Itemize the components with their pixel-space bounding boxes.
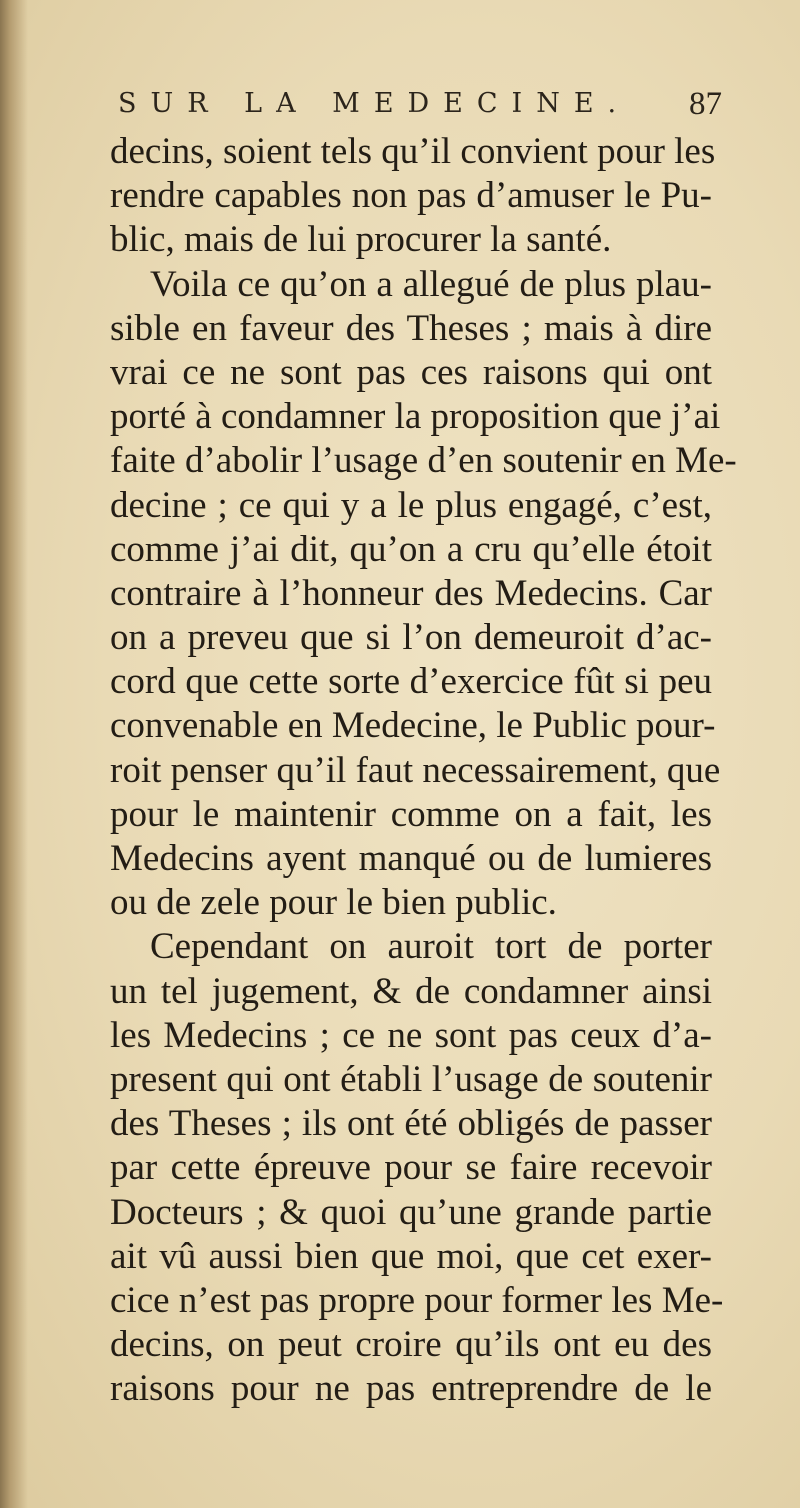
text-line: ou de zele pour le bien public.	[110, 882, 557, 924]
running-title: SUR LA MEDECINE.	[118, 88, 631, 119]
text-line: pour le maintenir comme on a fait, les	[110, 793, 712, 835]
text-line: cice n’est pas propre pour former les Me-	[110, 1279, 724, 1321]
paragraph-start-line: Voila ce qu’on a allegué de plus plau-	[150, 263, 712, 305]
text-line: roit penser qu’il faut necessairement, que	[110, 749, 721, 791]
body-text	[110, 130, 737, 1411]
text-line: sible en faveur des Theses ; mais à dire	[110, 307, 712, 349]
text-line: decins, on peut croire qu’ils ont eu des	[110, 1324, 712, 1366]
text-line: decins, soient tels qu’il convient pour les	[110, 131, 716, 172]
text-line: Medecins ayent manqué ou de lumieres	[110, 838, 712, 879]
text-line: les Medecins ; ce ne sont pas ceux d’a-	[110, 1014, 712, 1056]
text-line: un tel jugement, & de condamner ainsi	[110, 970, 712, 1012]
text-line: rendre capables non pas d’amuser le Pu-	[110, 175, 712, 217]
text-line: faite d’abolir l’usage d’en soutenir en Me-	[110, 440, 737, 482]
text-line: decine ; ce qui y a le plus engagé, c’est,	[110, 484, 712, 526]
paragraph-start-line: Cependant on auroit tort de porter	[150, 926, 712, 968]
page-number: 87	[689, 86, 722, 122]
text-line: contraire à l’honneur des Medecins. Car	[110, 572, 712, 614]
text-line: par cette épreuve pour se faire recevoir	[110, 1147, 712, 1189]
text-line: blic, mais de lui procurer la santé.	[110, 219, 612, 261]
text-line: ait vû aussi bien que moi, que cet exer-	[110, 1235, 712, 1277]
gutter-shadow	[0, 0, 28, 1508]
text-line: raisons pour ne pas entreprendre de le	[110, 1368, 712, 1410]
text-line: vrai ce ne sont pas ces raisons qui ont	[110, 351, 712, 393]
running-head	[118, 82, 722, 126]
text-line: Docteurs ; & quoi qu’une grande partie	[110, 1191, 712, 1233]
text-line: on a preveu que si l’on demeuroit d’ac-	[110, 617, 712, 659]
text-line: convenable en Medecine, le Public pour-	[110, 705, 716, 747]
text-line: des Theses ; ils ont été obligés de passer	[110, 1103, 712, 1145]
text-line: porté à condamner la proposition que j’ai	[110, 396, 721, 438]
text-line: cord que cette sorte d’exercice fût si peu	[110, 661, 712, 703]
text-line: present qui ont établi l’usage de soutenir	[110, 1058, 712, 1100]
text-line: comme j’ai dit, qu’on a cru qu’elle étoit	[110, 528, 712, 570]
